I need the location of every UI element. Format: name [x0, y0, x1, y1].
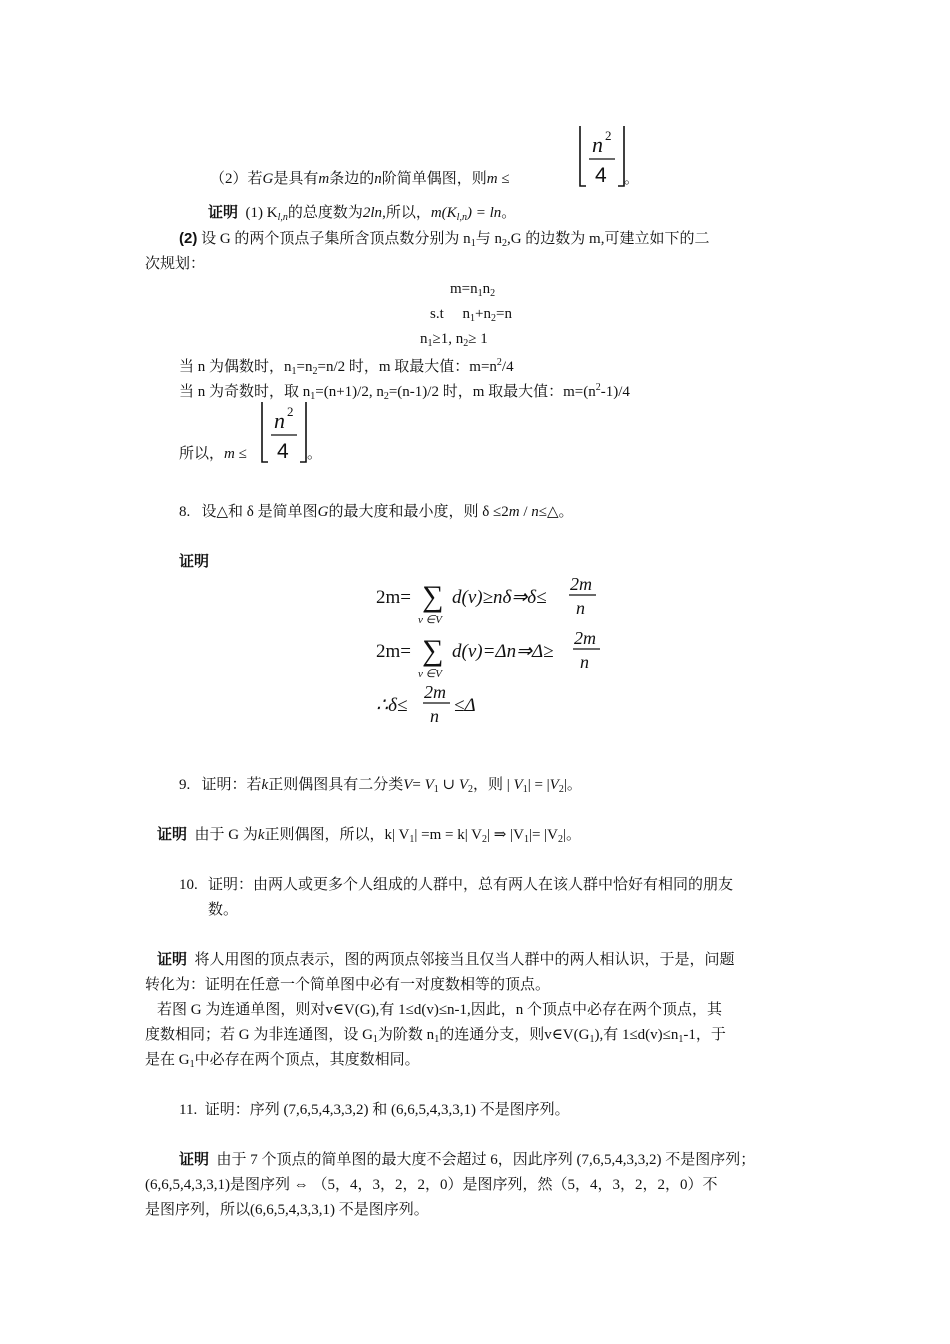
eq2-dv: d(v) [452, 641, 483, 662]
svg-text:2m= [376, 587, 411, 608]
eq2-Delta: Δ [532, 641, 544, 662]
eq1-eq: = [400, 587, 411, 608]
eq2-frac-num: 2m [574, 628, 596, 648]
frac-num: n [274, 408, 285, 433]
eq1-le: ≤ [536, 587, 547, 608]
statement-2: （2）若G是具有m条边的n阶简单偶图，则m ≤ [210, 171, 510, 187]
eq2-under: v ∈V [418, 668, 442, 680]
program-constraint-2: $n_1\ge 1$, $n_2\ge 1$ [420, 331, 488, 349]
proof-10-line4: 度数相同；若 G 为非连通图，设 $G_1$为阶数 $n_1$的连通分支，则$v\in V(G_1)$,有 $1\le d(v)\le n_1-1$，于 [145, 1027, 726, 1045]
conclusion-end: 。 [307, 446, 323, 462]
floor-fraction-2 [254, 398, 314, 466]
program-objective: $m=n_1n_2$ [450, 281, 496, 299]
proof-11-line1: 证明 由于 7 个顶点的简单图的最大度不会超过 6，因此序列 (7,6,5,4,3,3,2) 不是图序列； [179, 1151, 756, 1168]
eq3-Delta: Δ [464, 695, 476, 716]
conclusion: 所以，m ≤ [179, 446, 247, 462]
eq3-le2: ≤ [454, 695, 465, 716]
statement-2-end: 。 [624, 171, 640, 187]
proof-11-line3: 是图序列，所以(6,6,5,4,3,3,1) 不是图序列。 [145, 1202, 429, 1218]
equivalence-symbol: ⇔ [293, 1177, 309, 1193]
floor-fraction-1 [572, 122, 632, 190]
frac-num: n [592, 132, 603, 157]
eq2-eq: = [400, 641, 411, 662]
eq2-2m: 2m [376, 641, 401, 662]
item-11: 11. 证明：序列 (7,6,5,4,3,3,2) 和 (6,6,5,4,3,3,1) 不是图序列。 [179, 1102, 570, 1118]
proof-10-line3: 若图 G 为连通单图，则对v∈V(G),有 1≤d(v)≤n-1,因此，n 个顶点中必存在两个顶点，其 [157, 1002, 723, 1018]
svg-text:∴δ≤ [376, 695, 407, 716]
item-9: 9. 证明：若k正则偶图具有二分类$V= V_1$ ∪ $V_2$，则 | $V_1| = |V_2|$。 [179, 777, 582, 795]
eq1-frac-den: n [576, 598, 585, 618]
eq2-imp: ⇒ [516, 641, 532, 662]
proof-10-line1: 证明 将人用图的顶点表示，图的两顶点邻接当且仅当人群中的两人相认识，于是，问题 [157, 951, 735, 968]
eq1-sigma: ∑ [422, 580, 444, 613]
eq3-le: ≤ [396, 695, 408, 716]
svg-text:≤Δ [454, 695, 476, 716]
even-case: 当 n 为偶数时，$n_1=n_2=n/2$ 时，m 取最大值：$m=n^2/4$ [179, 357, 514, 377]
eq3-therefore: ∴ [376, 695, 389, 716]
eq2-eq2: = [482, 641, 496, 662]
eq3-frac-den: n [430, 706, 439, 726]
odd-case: 当 n 为奇数时，取 $n_1=(n+1)/2$, $n_2=(n-1)/2$ 时，m 取最大值：$m=(n^2-1)/4$ [179, 382, 630, 402]
item-10-line2: 数。 [208, 902, 239, 918]
eq1-frac-num: 2m [570, 574, 592, 594]
proof-1: 证明 (1) $K_{l,n}$的总度数为2ln,所以，$m(K_{l,n}) = \ln$。 [208, 204, 517, 223]
eq1-imp: ⇒ [511, 587, 528, 608]
proof-2-line2: 次规划： [145, 256, 206, 272]
svg-text:d(v)≥nδ⇒δ≤ [452, 587, 547, 608]
item-10-num: 10. [179, 877, 198, 893]
eq3-frac-num: 2m [424, 682, 446, 702]
eq1-delta: δ [527, 587, 537, 608]
eq2-Delta-n: Δn [495, 641, 517, 662]
eq1-2m: 2m [376, 587, 401, 608]
equations-block [370, 570, 670, 730]
svg-text:d(v)=Δn⇒Δ≥ [452, 641, 554, 662]
eq1-dv: d(v) [452, 587, 483, 608]
frac-exp: 2 [287, 404, 294, 419]
eq2-sigma: ∑ [422, 634, 444, 667]
eq2-frac-den: n [580, 652, 589, 672]
proof-9: 证明 由于 G 为k正则偶图，所以，k| $V_1| =m = k|$ $V_2|$ ⇒ $|V_1|= |V_2|$。 [157, 826, 582, 845]
eq3-delta: δ [388, 695, 397, 716]
proof-10-line5: 是在 $G_1$中必存在两个顶点，其度数相同。 [145, 1052, 420, 1070]
item-10-line1: 证明：由两人或更多个人组成的人群中，总有两人在该人群中恰好有相同的朋友 [208, 877, 734, 893]
program-constraint-1: s.t $n_1+n_2=n$ [430, 306, 512, 324]
proof-11-line2: (6,6,5,4,3,3,1)是图序列 ⇔ （5，4，3，2，2，0）是图序列，然（5，4，3，2，2，0）不 [145, 1177, 718, 1193]
proof-10-line2: 转化为：证明在任意一个简单图中必有一对度数相等的顶点。 [145, 977, 551, 993]
proof-8-label: 证明 [179, 553, 210, 570]
eq1-ndelta: nδ [493, 587, 512, 608]
eq1-ge: ≥ [482, 587, 494, 608]
eq2-ge: ≥ [543, 641, 554, 662]
item-8: 8. 设△和 δ 是简单图G的最大度和最小度，则 δ ≤2m / n≤△。 [179, 504, 574, 520]
proof-2-line1: (2) 设 G 的两个顶点子集所含顶点数分别为 $n_1$与 $n_2,G$ 的边数为 m,可建立如下的二 [179, 230, 710, 249]
frac-den: 4 [277, 440, 289, 463]
frac-den: 4 [595, 164, 607, 187]
frac-exp: 2 [605, 128, 612, 143]
eq1-under: v ∈V [418, 614, 442, 626]
svg-text:2m= [376, 641, 411, 662]
